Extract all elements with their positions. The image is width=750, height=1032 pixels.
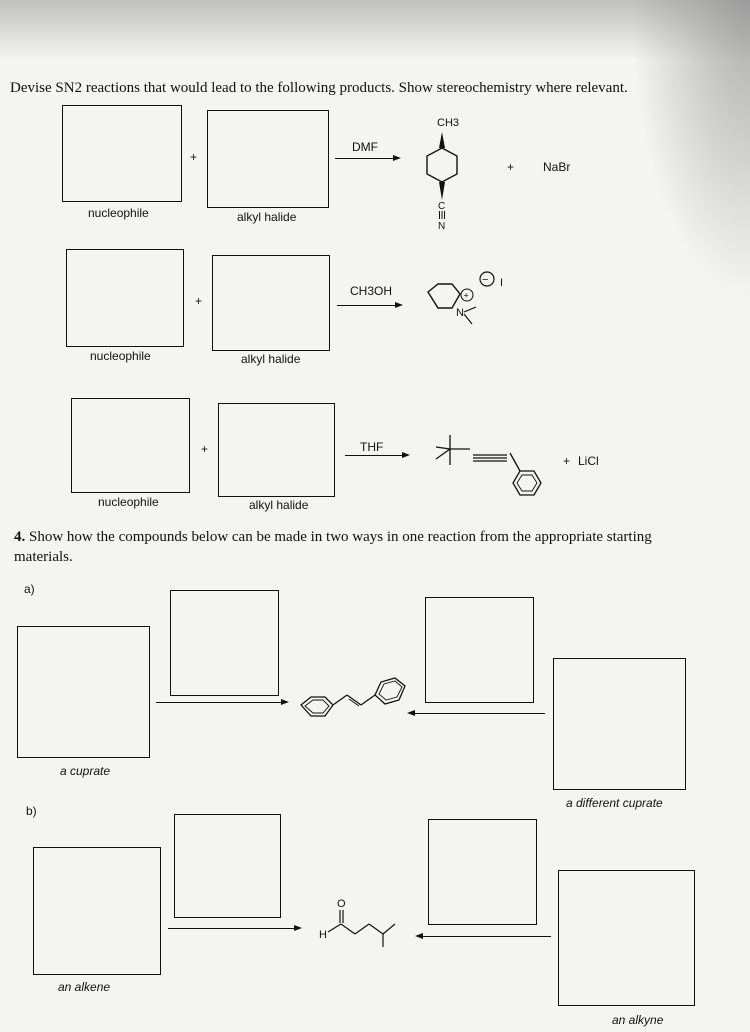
nitrogen-label: N <box>438 221 446 232</box>
question-3-prompt <box>0 78 628 98</box>
carbon-label: C <box>438 201 446 212</box>
reaction-arrowhead <box>393 155 401 161</box>
oxygen-label: O <box>337 898 346 910</box>
plus-sign: + <box>195 294 203 308</box>
different-cuprate-label: a different cuprate <box>566 796 663 810</box>
byproduct-nabr: NaBr <box>543 160 571 174</box>
nucleophile-answer-box[interactable] <box>66 249 184 347</box>
plus-sign: + <box>201 442 209 456</box>
product-2-structure <box>420 262 515 332</box>
reaction-arrowhead <box>402 452 410 458</box>
reaction-arrow <box>335 158 393 159</box>
byproduct-licl: LiCl <box>578 454 599 468</box>
backward-arrowhead <box>415 933 423 939</box>
forward-arrow <box>156 702 281 703</box>
product-1-structure <box>410 112 470 240</box>
part-a-label: a) <box>24 582 35 596</box>
alkyne-answer-box[interactable] <box>558 870 695 1006</box>
ch3-label: CH3 <box>437 117 460 129</box>
reaction-arrowhead <box>395 302 403 308</box>
forward-arrowhead <box>281 699 289 705</box>
byproduct-plus: + <box>507 160 515 174</box>
solvent-label: CH3OH <box>350 284 393 298</box>
question-4-prompt <box>14 527 704 567</box>
different-cuprate-answer-box[interactable] <box>553 658 686 790</box>
alkene-answer-box[interactable] <box>33 847 161 975</box>
question-4-number: 4. <box>14 529 26 545</box>
alkyl-halide-label: alkyl halide <box>237 210 297 224</box>
reagent-answer-box[interactable] <box>428 819 537 925</box>
cuprate-label: a cuprate <box>60 764 111 778</box>
alkyl-halide-answer-box[interactable] <box>207 110 329 208</box>
cuprate-answer-box[interactable] <box>17 626 150 758</box>
stilbene-structure <box>295 660 415 730</box>
plus-sign: + <box>190 150 198 164</box>
alkyl-halide-answer-box[interactable] <box>212 255 330 351</box>
nitrogen-label: N <box>456 307 464 319</box>
byproduct-plus: + <box>563 454 571 468</box>
backward-arrowhead <box>407 710 415 716</box>
nucleophile-label: nucleophile <box>90 349 151 363</box>
reaction-arrow <box>345 455 402 456</box>
nucleophile-answer-box[interactable] <box>62 105 182 202</box>
alkyne-label: an alkyne <box>612 1013 664 1027</box>
nucleophile-label: nucleophile <box>88 206 149 220</box>
reaction-arrow <box>337 305 395 306</box>
solvent-label: THF <box>360 440 384 454</box>
reagent-answer-box[interactable] <box>425 597 534 703</box>
nucleophile-label: nucleophile <box>98 495 159 509</box>
forward-arrow <box>168 928 294 929</box>
question-3-text: Devise SN2 reactions that would lead to the following products. Show stereochemistry where relevant. <box>10 80 628 96</box>
reagent-answer-box[interactable] <box>174 814 281 918</box>
positive-charge: + <box>463 290 469 301</box>
question-4-text: Show how the compounds below can be made in two ways in one reaction from the appropriate starting materials. <box>14 529 652 565</box>
nucleophile-answer-box[interactable] <box>71 398 190 493</box>
alkyl-halide-label: alkyl halide <box>241 352 301 366</box>
alkene-label: an alkene <box>58 980 111 994</box>
backward-arrow <box>415 713 545 714</box>
backward-arrow <box>423 936 551 937</box>
aldehyde-structure <box>315 890 415 950</box>
reagent-answer-box[interactable] <box>170 590 279 696</box>
iodide-label: I <box>500 277 504 289</box>
solvent-label: DMF <box>352 140 378 154</box>
part-b-label: b) <box>26 804 37 818</box>
forward-arrowhead <box>294 925 302 931</box>
alkyl-halide-answer-box[interactable] <box>218 403 335 497</box>
hydrogen-label: H <box>319 929 327 941</box>
alkyl-halide-label: alkyl halide <box>249 498 309 512</box>
product-3-alkyne-structure <box>430 425 560 505</box>
negative-charge: − <box>482 274 489 286</box>
page-shadow-corner <box>630 0 750 300</box>
